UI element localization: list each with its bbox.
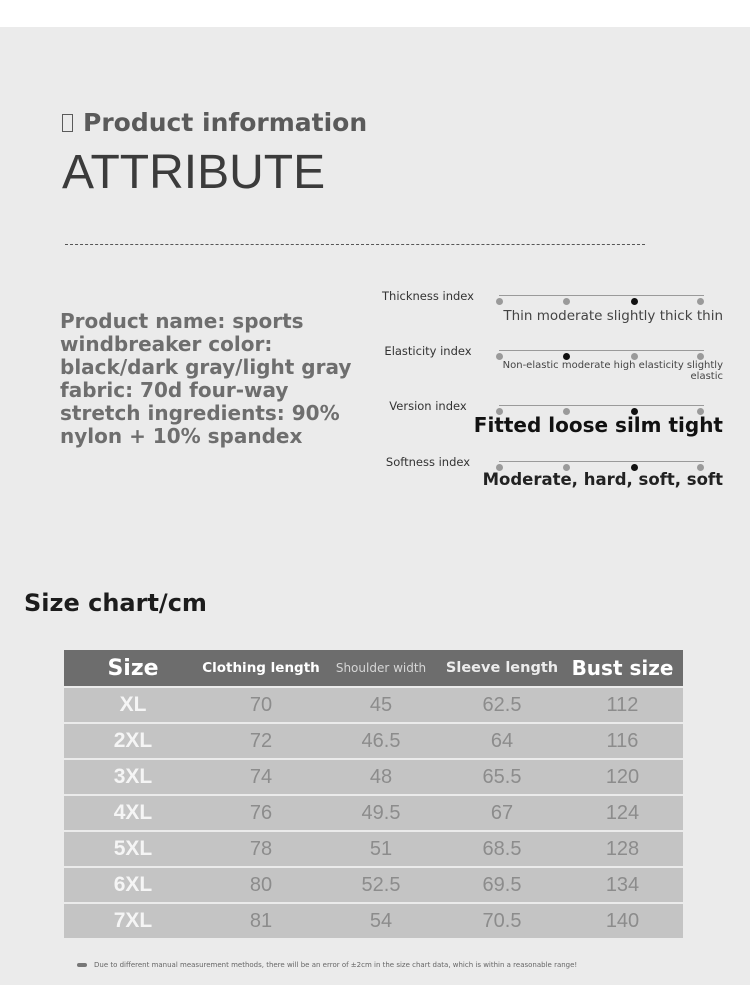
size-cell: XL	[64, 688, 202, 722]
size-cell: 5XL	[64, 832, 202, 866]
measurement-cell: 51	[320, 832, 442, 866]
scale-dot	[631, 353, 638, 360]
product-description: Product name: sports windbreaker color: black/dark gray/light gray fabric: 70d four-way stretch ingredients: 90% nylon + 10% spandex	[60, 309, 352, 448]
measurement-cell: 72	[202, 724, 320, 758]
scale-dot	[697, 353, 704, 360]
table-row	[64, 904, 683, 938]
size-cell: 6XL	[64, 868, 202, 902]
table-row	[64, 688, 683, 722]
size-cell: 2XL	[64, 724, 202, 758]
section-label	[62, 108, 367, 137]
measurement-cell: 48	[320, 760, 442, 794]
measurement-cell: 120	[562, 760, 683, 794]
column-header-clothing-length: Clothing length	[202, 650, 320, 686]
measurement-cell: 52.5	[320, 868, 442, 902]
measurement-cell: 69.5	[442, 868, 562, 902]
measurement-cell: 76	[202, 796, 320, 830]
size-cell: 7XL	[64, 904, 202, 938]
table-row	[64, 832, 683, 866]
table-row	[64, 796, 683, 830]
measurement-cell: 116	[562, 724, 683, 758]
index-label: Elasticity index	[384, 344, 472, 358]
measurement-cell: 140	[562, 904, 683, 938]
index-row-elasticity	[378, 344, 723, 384]
column-header-sleeve-length: Sleeve length	[442, 650, 562, 686]
measurement-cell: 70.5	[442, 904, 562, 938]
measurement-note	[77, 961, 577, 969]
measurement-cell: 70	[202, 688, 320, 722]
size-cell: 3XL	[64, 760, 202, 794]
index-label: Thickness index	[382, 289, 474, 303]
index-row-version	[378, 399, 723, 439]
index-track	[499, 405, 704, 406]
measurement-cell: 67	[442, 796, 562, 830]
measurement-cell: 134	[562, 868, 683, 902]
measurement-cell: 54	[320, 904, 442, 938]
table-header-row	[64, 650, 683, 686]
index-options: Non-elastic moderate high elasticity slightly elastic	[502, 360, 723, 382]
index-row-thickness	[378, 289, 723, 329]
pin-icon	[77, 963, 87, 967]
measurement-cell: 64	[442, 724, 562, 758]
scale-dot-selected	[563, 353, 570, 360]
measurement-cell: 49.5	[320, 796, 442, 830]
measurement-cell: 128	[562, 832, 683, 866]
column-header-bust-size: Bust size	[562, 650, 683, 686]
index-track	[499, 295, 704, 296]
measurement-cell: 80	[202, 868, 320, 902]
measurement-cell: 81	[202, 904, 320, 938]
table-row	[64, 724, 683, 758]
size-chart-title: Size chart/cm	[24, 589, 207, 617]
scale-dot	[563, 298, 570, 305]
index-label: Softness index	[385, 455, 471, 469]
measurement-cell: 74	[202, 760, 320, 794]
table-row	[64, 868, 683, 902]
section-label-text: Product information	[83, 108, 368, 137]
measurement-cell: 124	[562, 796, 683, 830]
measurement-cell: 65.5	[442, 760, 562, 794]
scale-dot	[697, 298, 704, 305]
note-text: Due to different manual measurement methods, there will be an error of ±2cm in the size chart data, which is within a reasonable range!	[94, 961, 578, 969]
page-title: ATTRIBUTE	[62, 146, 326, 199]
measurement-cell: 45	[320, 688, 442, 722]
measurement-cell: 68.5	[442, 832, 562, 866]
column-header-shoulder-width: Shoulder width	[320, 650, 442, 686]
index-options: Thin moderate slightly thick thin	[503, 308, 723, 324]
size-chart-table	[64, 648, 683, 940]
table-body	[64, 688, 683, 938]
measurement-cell: 112	[562, 688, 683, 722]
dashed-divider	[65, 244, 645, 245]
square-icon	[62, 114, 73, 132]
measurement-cell: 78	[202, 832, 320, 866]
measurement-cell: 46.5	[320, 724, 442, 758]
scale-dot-selected	[631, 298, 638, 305]
column-header-size: Size	[64, 650, 202, 686]
scale-dot	[496, 353, 503, 360]
table-row	[64, 760, 683, 794]
size-cell: 4XL	[64, 796, 202, 830]
index-options: Fitted loose silm tight	[473, 413, 723, 437]
index-row-softness	[378, 455, 723, 495]
index-options: Moderate, hard, soft, soft	[482, 470, 723, 489]
index-track	[499, 461, 704, 462]
index-label: Version index	[389, 399, 467, 413]
measurement-cell: 62.5	[442, 688, 562, 722]
product-info-page	[0, 27, 750, 985]
index-track	[499, 350, 704, 351]
scale-dot	[496, 298, 503, 305]
